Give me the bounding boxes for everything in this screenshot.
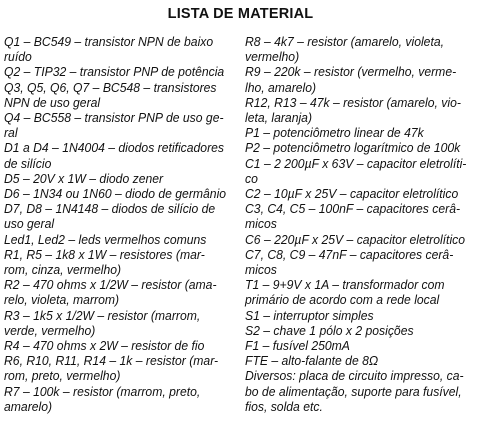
- material-item-line: NPN de uso geral: [4, 94, 101, 110]
- material-item-line: R3 – 1k5 x 1/2W – resistor (marrom,: [4, 307, 201, 323]
- material-item: [4, 384, 244, 414]
- material-item-line: R7 – 100k – resistor (marrom, preto,: [4, 383, 201, 399]
- material-item-line: R4 – 470 ohms x 2W – resistor de fio: [4, 338, 205, 354]
- material-item-line: primário de acordo com a rede local: [245, 292, 440, 308]
- material-item: [4, 186, 244, 201]
- material-item-line: D7, D8 – 1N4148 – diodos de silício de: [4, 201, 216, 217]
- material-item-line: lho, amarelo): [245, 79, 317, 95]
- material-item-line: C3, C4, C5 – 100nF – capacitores cerâ-: [245, 201, 461, 217]
- material-item-line: FTE – alto-falante de 8Ω: [245, 353, 379, 369]
- material-item-line: Q3, Q5, Q6, Q7 – BC548 – transistores: [4, 79, 217, 95]
- material-item-line: fios, solda etc.: [245, 398, 323, 414]
- material-item-line: Q2 – TIP32 – transistor PNP de potência: [4, 64, 225, 80]
- material-item-line: rom, preto, vermelho): [4, 368, 121, 384]
- material-item-line: co: [245, 170, 258, 186]
- material-item-line: R1, R5 – 1k8 x 1W – resistores (mar-: [4, 246, 205, 262]
- material-item-line: C1 – 2 200µF x 63V – capacitor eletrolíti-: [245, 155, 467, 171]
- material-item-line: F1 – fusível 250mA: [245, 338, 350, 354]
- material-item: [245, 308, 478, 323]
- material-item-line: S1 – interruptor simples: [245, 307, 374, 323]
- material-item-line: leta, laranja): [245, 110, 313, 126]
- material-item-line: R2 – 470 ohms x 1/2W – resistor (ama-: [4, 277, 217, 293]
- material-item: [245, 34, 478, 64]
- material-item: [245, 338, 478, 353]
- material-item-line: C2 – 10µF x 25V – capacitor eletrolítico: [245, 186, 459, 202]
- material-item-line: de silício: [4, 155, 52, 171]
- left-column: [4, 34, 244, 414]
- material-item: [245, 368, 478, 414]
- material-item-line: Led1, Led2 – leds vermelhos comuns: [4, 231, 207, 247]
- material-item: [245, 277, 478, 307]
- material-item-line: rom, cinza, vermelho): [4, 262, 122, 278]
- material-item: [245, 186, 478, 201]
- material-item: [245, 140, 478, 155]
- material-item-line: D1 a D4 – 1N4004 – diodos retificadores: [4, 140, 225, 156]
- material-item: [4, 338, 244, 353]
- material-item-line: R6, R10, R11, R14 – 1k – resistor (mar-: [4, 353, 219, 369]
- material-item: [245, 156, 478, 186]
- material-item-line: P1 – potenciômetro linear de 47k: [245, 125, 424, 141]
- material-item: [245, 232, 478, 247]
- material-item-line: S2 – chave 1 pólo x 2 posições: [245, 322, 414, 338]
- material-item: [4, 232, 244, 247]
- right-column: [245, 34, 478, 414]
- material-item: [4, 64, 244, 79]
- material-item: [245, 64, 478, 94]
- material-item: [245, 201, 478, 231]
- material-item-line: D6 – 1N34 ou 1N60 – diodo de germânio: [4, 186, 227, 202]
- material-item-line: R12, R13 – 47k – resistor (amarelo, vio-: [245, 94, 461, 110]
- material-item: [245, 95, 478, 125]
- material-item: [245, 125, 478, 140]
- material-item-line: ral: [4, 125, 18, 141]
- material-item-line: micos: [245, 216, 277, 232]
- material-item-line: R8 – 4k7 – resistor (amarelo, violeta,: [245, 34, 444, 49]
- material-item: [245, 247, 478, 277]
- material-item: [245, 353, 478, 368]
- material-item-line: uso geral: [4, 216, 55, 232]
- material-item-line: vermelho): [245, 49, 300, 65]
- material-item-line: Q1 – BC549 – transistor NPN de baixo: [4, 34, 214, 49]
- material-item-line: P2 – potenciômetro logarítmico de 100k: [245, 140, 461, 156]
- material-item: [4, 80, 244, 110]
- material-item-line: Q4 – BC558 – transistor PNP de uso ge-: [4, 110, 224, 126]
- material-item: [4, 308, 244, 338]
- list-title: LISTA DE MATERIAL: [167, 6, 314, 22]
- material-item: [245, 323, 478, 338]
- material-item-line: micos: [245, 262, 277, 278]
- material-item: [4, 34, 244, 64]
- material-item: [4, 110, 244, 140]
- material-item: [4, 201, 244, 231]
- material-item-line: verde, vermelho): [4, 322, 96, 338]
- material-item-line: Diversos: placa de circuito impresso, ca-: [245, 368, 464, 384]
- material-item: [4, 171, 244, 186]
- material-item: [4, 353, 244, 383]
- material-item-line: amarelo): [4, 398, 53, 414]
- material-item-line: T1 – 9+9V x 1A – transformador com: [245, 277, 445, 293]
- material-item-line: C6 – 220µF x 25V – capacitor eletrolítico: [245, 231, 466, 247]
- material-item-line: D5 – 20V x 1W – diodo zener: [4, 170, 164, 186]
- material-item-line: C7, C8, C9 – 47nF – capacitores cerâ-: [245, 246, 454, 262]
- material-item-line: ruído: [4, 49, 32, 65]
- material-item-line: R9 – 220k – resistor (vermelho, verme-: [245, 64, 457, 80]
- material-item: [4, 140, 244, 170]
- material-item: [4, 277, 244, 307]
- material-item-line: relo, violeta, marrom): [4, 292, 120, 308]
- material-item-line: bo de alimentação, suporte para fusível,: [245, 383, 462, 399]
- material-item: [4, 247, 244, 277]
